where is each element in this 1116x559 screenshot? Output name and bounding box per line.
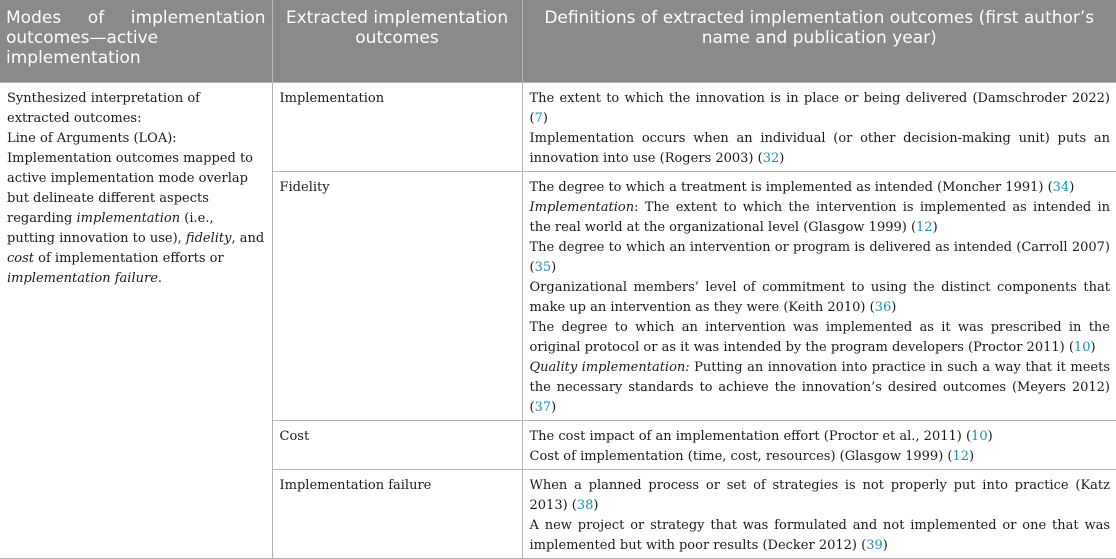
outcome-cell: Cost [272, 420, 522, 469]
definitions-cell [522, 171, 1116, 420]
outcome-cell: Fidelity [272, 171, 522, 420]
citation-link[interactable]: 38 [576, 497, 594, 513]
citation-link[interactable]: 32 [762, 150, 780, 166]
header-extracted-outcomes: Extracted implementation outcomes [272, 0, 522, 82]
definition: Implementation: The extent to which the intervention is implemented as intended in the real world at the organizational level (Glasgow 1999) (12) [529, 199, 1110, 235]
definitions-cell [522, 469, 1116, 558]
definitions-cell [522, 420, 1116, 469]
definition: Implementation occurs when an individual (or other decision-making unit) puts an innovation into use (Rogers 2003) (32) [529, 130, 1110, 166]
synthesis-cell [0, 82, 272, 558]
loa-text: Implementation outcomes mapped to active implementation mode overlap but delineate different aspects regarding implementation (i.e., putting innovation to use), fidelity, and cost of implementation efforts or implementation failure. [7, 150, 265, 286]
definition: When a planned process or set of strategies is not properly put into practice (Katz 2013) (38) [529, 477, 1110, 513]
outcome-cell: Implementation [272, 82, 522, 171]
citation-link[interactable]: 12 [916, 219, 933, 235]
citation-link[interactable]: 37 [534, 399, 552, 415]
citation-link[interactable]: 36 [874, 299, 892, 315]
citation-link[interactable]: 34 [1052, 179, 1070, 195]
header-definitions: Definitions of extracted implementation outcomes (first author’s name and publication year) [522, 0, 1116, 82]
header-modes: Modes of implementation outcomes—active implementation [0, 0, 272, 82]
outcome-cell: Implementation failure [272, 469, 522, 558]
definition: The degree to which a treatment is implemented as intended (Moncher 1991) (34) [529, 179, 1075, 195]
synthesis-intro: Synthesized interpretation of extracted outcomes: [7, 90, 200, 126]
citation-link[interactable]: 10 [971, 428, 988, 444]
definitions-cell [522, 82, 1116, 171]
table-row [0, 82, 1116, 171]
citation-link[interactable]: 35 [534, 259, 552, 275]
definition: The degree to which an intervention or program is delivered as intended (Carroll 2007) (35) [529, 239, 1110, 275]
loa-label: Line of Arguments (LOA): [7, 130, 177, 146]
citation-link[interactable]: 10 [1073, 339, 1091, 355]
definition: The degree to which an intervention was implemented as it was prescribed in the original protocol or as it was intended by the program developers (Proctor 2011) (10) [529, 319, 1110, 355]
citation-link[interactable]: 7 [534, 110, 543, 126]
citation-link[interactable]: 39 [866, 537, 883, 553]
definition: A new project or strategy that was formulated and not implemented or one that was implemented but with poor results (Decker 2012) (39) [529, 517, 1110, 553]
definition: The cost impact of an implementation effort (Proctor et al., 2011) (10) [529, 428, 993, 444]
header-row [0, 0, 1116, 82]
definition: The extent to which the innovation is in place or being delivered (Damschroder 2022) (7) [529, 90, 1110, 126]
citation-link[interactable]: 12 [952, 448, 970, 464]
definition: Organizational members’ level of commitment to using the distinct components that make up an intervention as they were (Keith 2010) (36) [529, 279, 1110, 315]
definition: Cost of implementation (time, cost, resources) (Glasgow 1999) (12) [529, 448, 975, 464]
definition: Quality implementation: Putting an innovation into practice in such a way that it meets the necessary standards to achieve the innovation’s desired outcomes (Meyers 2012) (37) [529, 359, 1110, 415]
